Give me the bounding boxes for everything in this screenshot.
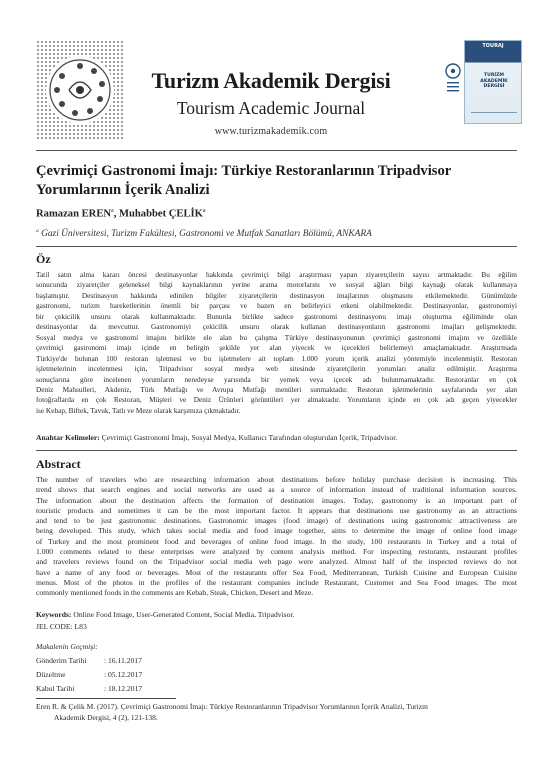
citation-line: Akademik Dergisi, 4 (2), 121-138. [54,712,158,722]
journal-cover-thumbnail [464,40,522,124]
author-list [36,208,206,220]
abstract-heading: Abstract [36,457,81,471]
abstract-line: trend shows that search engines and social networks are used as a source of information instead of traditional information sources. [36,485,517,495]
journal-subtitle: Tourism Academic Journal [176,98,366,118]
abstract-line: The information about the destination affects the formation of destination images. Today, gastronomy is an important part of [36,495,517,505]
citation-divider [36,698,176,699]
history-label: Kabul Tarihi [36,684,75,693]
oz-line: ise Kebap, Biftek, Tavuk, Tatlı ve Meze olarak karşımıza çıkmaktadır. [36,405,241,415]
author-affiliation-mark: a [202,208,206,214]
history-label: Düzeltme [36,670,66,679]
journal-logo-icon [36,40,124,140]
cover-title-line: AKADEMİK [480,78,508,84]
abstract-line: of Turkey and the most prominent food and beverages of online food image. In the study, 100 restaurants in Turkey and a total of [36,536,517,546]
keywords-text: Online Food Image, User-Generated Content, Social Media, Tripadvisor. [71,610,295,619]
article-title-line: Yorumlarının İçerik Analizi [36,182,210,198]
cover-footer [471,112,517,120]
abstract-line: and travelers reviews found on the Tripadvisor social media web page were analyzed. Almost half of the inspected reviews do not [36,557,517,567]
abstract-body [36,475,517,599]
section-divider [36,450,517,451]
oz-line: işletmelerinin incelenmesi için, Tripadvisor sosyal medya web sitesinde ziyaretçilerin yorumları analiz edilmiştir. Araştırma [36,364,517,374]
oz-line: Türkiye'de bulunan 100 restoran işletmesi ve bu işletmelere ait toplam 1.000 yorum içerik analizi yöntemiyle incelenmiştir. Restoran [36,353,517,363]
keywords-text: Çevrimiçi Gastronomi İmajı, Sosyal Medya, Kullanıcı Tarafından oluşturulan İçerik, Tripadvisor. [99,433,398,442]
abstract-line: being developed. This study, which takes social media and food image together, aims to determine the image of online food image [36,526,517,536]
oz-line: gastronomi, turizm hareketlerinin önemli bir parçası ve bazen en belirleyici etkeni olabilmektedir. Destinasyonlar, gastronomiyi [36,301,517,311]
header-divider [36,150,517,151]
affiliation-text: Gazi Üniversitesi, Turizm Fakültesi, Gastronomi ve Mutfak Sanatları Bölümü, ANKARA [41,229,372,240]
cover-title-line: TURİZM [483,73,504,78]
oz-line: Sosyal medya ve gastronomi imajını birlikte ele alan bu çalışma Türkiye destinasyonunun çevrimiçi gastronomi imajını ve özellikle [36,332,517,342]
author-affiliation [36,228,372,239]
author-separator: , [113,208,120,220]
abstract-line: commonly mentioned foods in the comments are Kebab, Steak, Chicken, Desert and Meze. [36,588,314,598]
cover-title-block [469,73,519,90]
english-keywords [36,610,517,619]
oz-line: başlamıştır. Destinasyon hakkında edinilen bilgiler ziyaretçilerin destinasyon imajlarının oluşmasını etkilemektedir. Günümüzde [36,290,517,300]
oz-line: sonuçlarına göre incelenen yorumların neredeyse yarısında bir yemek veya içecek adı bulunmamaktadır. Restoranlar en çok [36,374,517,384]
author-name: Ramazan EREN [36,208,112,220]
history-label: Gönderim Tarihi [36,656,87,665]
abstract-line: touristic products and sometimes it can be the most important factor. It appears that destinations use gastronomy as an attractions [36,505,517,515]
oz-line: destinasyonlar da mevcuttur. Gastronomiyi çekicilik unsuru olarak kullanan destinasyonların gastronomi imajları gelişmektedir. [36,322,517,332]
history-value: : 05.12.2017 [104,670,143,679]
keywords-label: Anahtar Kelimeler: [36,433,100,442]
oz-line: sonucunda ziyaretçiler geleneksel bilgi kaynaklarının yerine arama motorlarını ve sosyal ağları bilgi kaynağı olarak kullanmaya [36,280,517,290]
oz-line: çevrimiçi gastronomi imajı içinde en belirgin şekilde yer alan yiyecek ve içecekleri belirlemeyi amaçlamaktadır. Araştırmada [36,343,517,353]
citation-line: Eren R. & Çelik M. (2017). Çevrimiçi Gastronomi İmajı: Türkiye Restoranlarının Tripadvisor Yorumlarının İçerik Analizi, Turizm [36,702,428,711]
journal-header [36,40,520,140]
history-value: : 18.12.2017 [104,684,143,693]
cover-emblem-icon [444,62,462,98]
oz-heading: Öz [36,252,51,266]
abstract-line: and tend to be just gastronomic destinations. Gastronomic images (food image) of destinations using gastronomic attractiveness are [36,516,517,526]
affiliation-mark: a [36,228,39,234]
oz-body [36,270,517,416]
oz-line: Tatil satın alma kararı öncesi destinasyonlar hakkında çevrimiçi bilgi araştırması yapan ziyaretçilerin sayısı artmaktadır. Bu eğilim [36,270,517,279]
section-divider [36,246,517,247]
history-value: : 16.11.2017 [104,656,142,665]
turkish-keywords [36,433,517,442]
oz-line: bir çekicilik unsuru olarak kullanmaktadır. Bununla birlikte sadece gastronomi destinasyonu imajı oluşturma eğiliminde olan [36,311,517,321]
abstract-line: 1.000 comments related to these enterprises were analyzed by content analysis method. For inspecting restorants, restaurant profiles [36,547,517,557]
journal-title: Turizm Akademik Dergisi [151,68,391,93]
jel-code: JEL CODE: L83 [36,622,87,631]
oz-line: Deniz Mahsulleri, Akdeniz, Türk Mutfağı ve Avrupa Mutfağı menüleri sunmaktadır. Restoran işletmelerinin sayfalarında yer alan [36,384,517,394]
keywords-label: Keywords: [36,610,72,619]
article-title [36,162,506,200]
cover-title-line: DERGİSİ [483,84,505,90]
cover-top-text: TOURAJ [482,43,504,49]
history-title: Makalenin Geçmişi: [36,642,98,651]
journal-url[interactable]: www.turizmakademik.com [214,126,328,137]
article-title-line: Çevrimiçi Gastronomi İmajı: Türkiye Restoranlarının Tripadvisor [36,163,452,179]
abstract-line: have a name of any food or beverages. Most of the restaurants offer Sea Food, Mediterranean, Turkish Cuisine and European Cuisine [36,567,517,577]
author-name: Muhabbet ÇELİK [119,208,203,220]
abstract-line: menus. Most of the photos in the profiles of the restaurant companies include Restaurant, Customer and Sea Food images. The most [36,577,517,587]
author-affiliation-mark: a [111,208,114,214]
citation-text [36,702,517,723]
journal-masthead [136,40,406,140]
oz-line: fotoğraflarda en çok Restoran, Müşteri ve Deniz Ürünleri görüntüleri yer almaktadır. Yorumların içinde en çok adı geçen yiyecekler [36,395,517,405]
abstract-line: The number of travelers who are researching information about destinations before holiday purchase decision is increasing. This [36,475,517,484]
